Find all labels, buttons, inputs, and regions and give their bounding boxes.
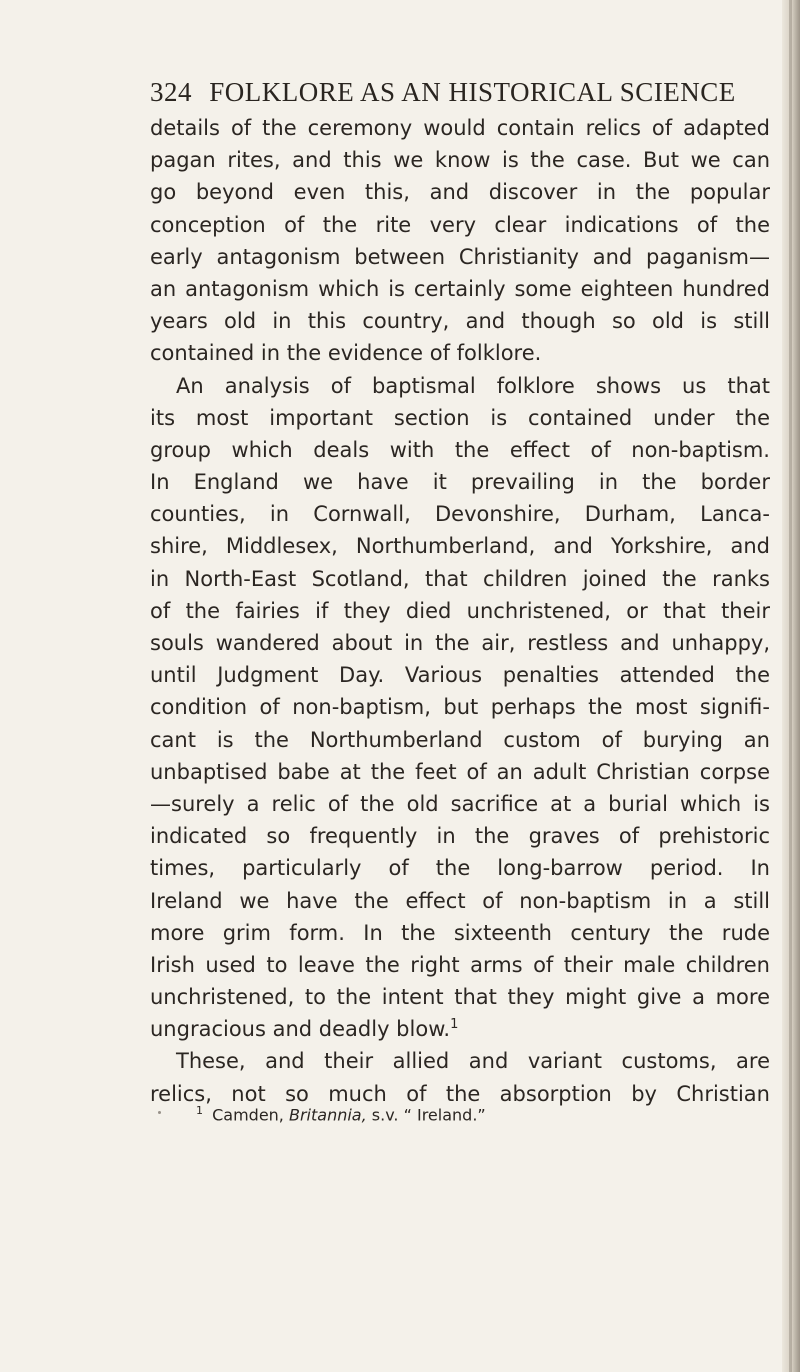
text-line: souls wandered about in the air, restless and unhappy, <box>150 631 770 655</box>
text-line: an antagonism which is certainly some eighteen hundred <box>150 276 770 301</box>
text-line: pagan rites, and this we know is the case. But we can <box>150 148 770 173</box>
text-line: shire, Middlesex, Northumberland, and Yorkshire, and <box>150 534 770 559</box>
text-line: counties, in Cornwall, Devonshire, Durham, Lanca- <box>150 502 770 527</box>
page-number: 324 <box>150 77 192 107</box>
text-line: These, and their allied and variant customs, are <box>176 1049 770 1074</box>
running-title: FOLKLORE AS AN HISTORICAL SCIENCE <box>209 77 736 107</box>
text-line: in North-East Scotland, that children joined the ranks <box>150 566 770 591</box>
footnote-author: Camden, <box>212 1105 284 1125</box>
text-line: details of the ceremony would contain relics of adapted <box>150 116 770 140</box>
text-line: condition of non-baptism, but perhaps the most signifi- <box>150 695 770 720</box>
text-line: times, particularly of the long-barrow period. In <box>150 856 770 881</box>
text-line: An analysis of baptismal folklore shows us that <box>176 373 770 398</box>
text-line: years old in this country, and though so old is still <box>150 309 770 334</box>
text-line: of the fairies if they died unchristened, or that their <box>150 598 770 623</box>
text-line: unchristened, to the intent that they might give a more <box>150 985 770 1010</box>
text-line <box>150 1013 770 1045</box>
text-line: early antagonism between Christianity and paganism— <box>150 244 770 269</box>
text-line: cant is the Northumberland custom of burying an <box>150 727 770 752</box>
running-head <box>150 76 740 108</box>
text-line: —surely a relic of the old sacrifice at a burial which is <box>150 791 770 816</box>
text-line: conception of the rite very clear indications of the <box>150 212 770 237</box>
text-line: unbaptised babe at the feet of an adult Christian corpse <box>150 759 770 784</box>
text-line: contained in the evidence of folklore. <box>150 341 542 366</box>
paper-speck <box>158 1111 161 1114</box>
text-line: its most important section is contained under the <box>150 405 770 430</box>
text-line: go beyond even this, and discover in the popular <box>150 180 770 205</box>
text-line: Ireland we have the effect of non-baptism in a still <box>150 888 770 913</box>
footnote-reference-text: s.v. “ Ireland.” <box>371 1105 486 1125</box>
footnote <box>196 1100 716 1126</box>
page-gutter-line <box>789 0 792 1372</box>
text-line: group which deals with the effect of non-baptism. <box>150 437 770 462</box>
text-line: until Judgment Day. Various penalties attended the <box>150 663 770 688</box>
text-line: indicated so frequently in the graves of prehistoric <box>150 824 770 849</box>
text-line: In England we have it prevailing in the border <box>150 470 770 495</box>
text-line-content: ungracious and deadly blow. <box>150 1017 451 1042</box>
text-line: more grim form. In the sixteenth century the rude <box>150 920 770 945</box>
text-line: Irish used to leave the right arms of their male children <box>150 952 770 977</box>
body-text <box>150 112 770 1110</box>
footnote-reference: 1 <box>450 1017 459 1033</box>
footnote-work-title: Britannia, <box>288 1105 367 1125</box>
text-line: relics, not so much of the absorption by Christian <box>150 1081 770 1106</box>
footnote-mark: 1 <box>196 1104 203 1117</box>
